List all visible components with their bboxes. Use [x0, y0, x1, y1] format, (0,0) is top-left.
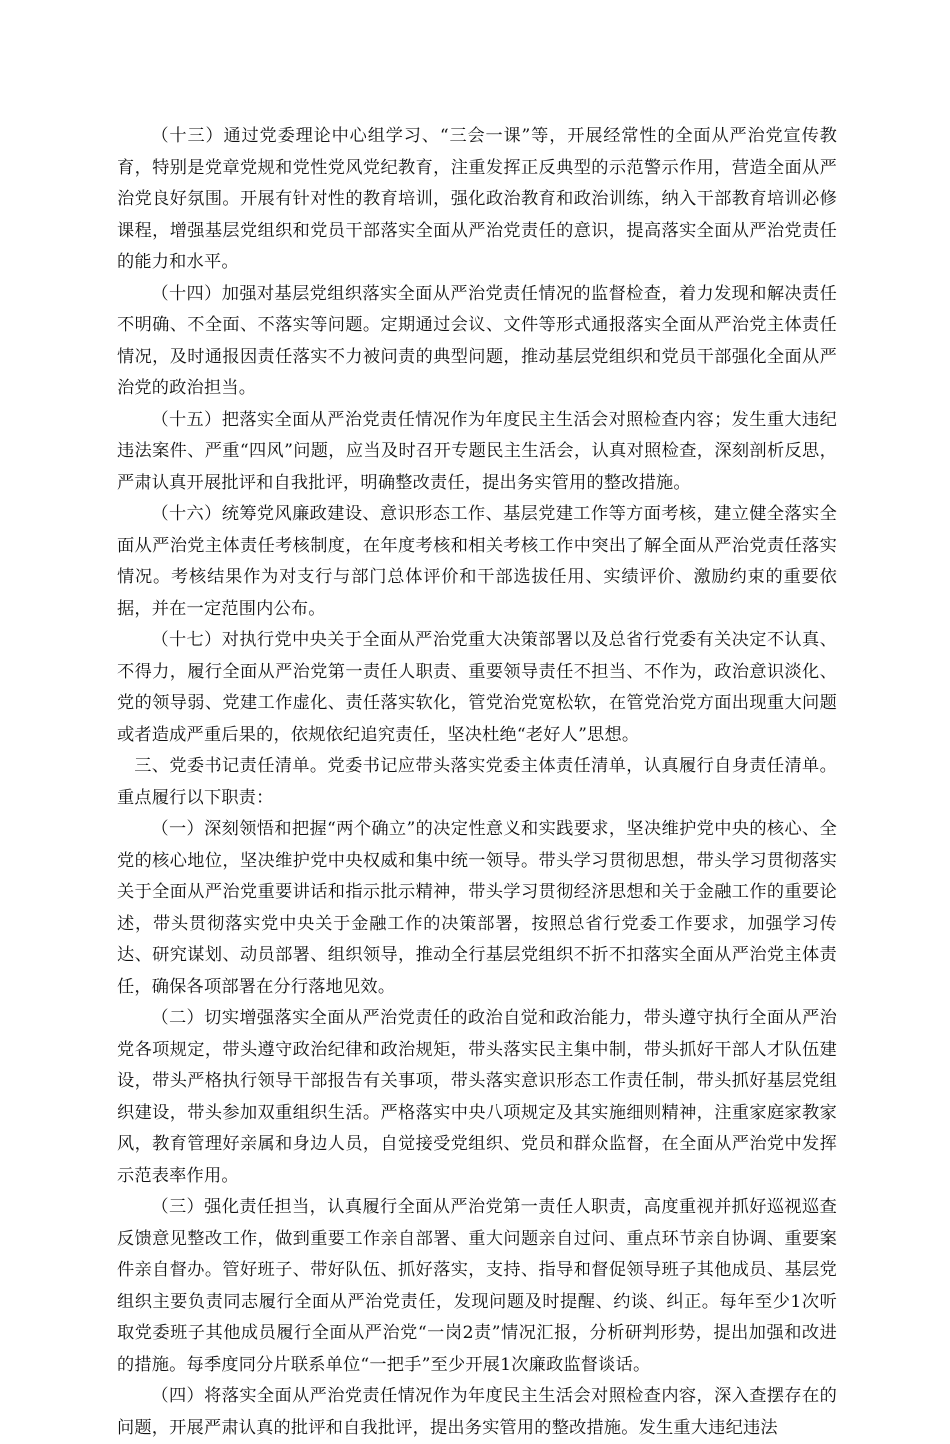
- duty-paragraph-4: （四）将落实全面从严治党责任情况作为年度民主生活会对照检查内容，深入查摆存在的问题，开展严肃认真的批评和自我批评，提出务实管用的整改措施。发生重大违纪违法: [117, 1386, 837, 1438]
- paragraph-16: （十六）统筹党风廉政建设、意识形态工作、基层党建工作等方面考核，建立健全落实全面从严治党主体责任考核制度，在年度考核和相关考核工作中突出了解全面从严治党责任落实情况。考核结果作为对支行与部门总体评价和干部选拔任用、实绩评价、激励约束的重要依据，并在一定范围内公布。: [117, 504, 837, 619]
- paragraph-17: （十七）对执行党中央关于全面从严治党重大决策部署以及总省行党委有关决定不认真、不得力，履行全面从严治党第一责任人职责、重要领导责任不担当、不作为，政治意识淡化、党的领导弱、党建工作虚化、责任落实软化，管党治党宽松软，在管党治党方面出现重大问题或者造成严重后果的，依规依纪追究责任，坚决杜绝“老好人”思想。: [117, 630, 837, 745]
- duty-paragraph-3: （三）强化责任担当，认真履行全面从严治党第一责任人职责，高度重视并抓好巡视巡查反馈意见整改工作，做到重要工作亲自部署、重大问题亲自过问、重点环节亲自协调、重要案件亲自督办。管好班子、带好队伍、抓好落实，支持、指导和督促领导班子其他成员、基层党组织主要负责同志履行全面从严治党责任，发现问题及时提醒、约谈、纠正。每年至少1次听取党委班子其他成员履行全面从严治党“一岗2责”情况汇报，分析研判形势，提出加强和改进的措施。每季度同分片联系单位“一把手”至少开展1次廉政监督谈话。: [117, 1197, 837, 1375]
- section-heading-party-secretary-duties: 三、党委书记责任清单。党委书记应带头落实党委主体责任清单，认真履行自身责任清单。重点履行以下职责：: [117, 756, 837, 808]
- paragraph-13: （十三）通过党委理论中心组学习、“三会一课”等，开展经常性的全面从严治党宣传教育，特别是党章党规和党性党风党纪教育，注重发挥正反典型的示范警示作用，营造全面从严治党良好氛围。开展有针对性的教育培训，强化政治教育和政治训练，纳入干部教育培训必修课程，增强基层党组织和党员干部落实全面从严治党责任的意识，提高落实全面从严治党责任的能力和水平。: [117, 126, 837, 272]
- paragraph-15: （十五）把落实全面从严治党责任情况作为年度民主生活会对照检查内容；发生重大违纪违法案件、严重“四风”问题，应当及时召开专题民主生活会，认真对照检查，深刻剖析反思，严肃认真开展批评和自我批评，明确整改责任，提出务实管用的整改措施。: [117, 409, 837, 493]
- duty-paragraph-2: （二）切实增强落实全面从严治党责任的政治自觉和政治能力，带头遵守执行全面从严治党各项规定，带头遵守政治纪律和政治规矩，带头落实民主集中制，带头抓好干部人才队伍建设，带头严格执行领导干部报告有关事项，带头落实意识形态工作责任制，带头抓好基层党组织建设，带头参加双重组织生活。严格落实中央八项规定及其实施细则精神，注重家庭家教家风，教育管理好亲属和身边人员，自觉接受党组织、党员和群众监督，在全面从严治党中发挥示范表率作用。: [117, 1008, 837, 1186]
- paragraph-14: （十四）加强对基层党组织落实全面从严治党责任情况的监督检查，着力发现和解决责任不明确、不全面、不落实等问题。定期通过会议、文件等形式通报落实全面从严治党主体责任情况，及时通报因责任落实不力被问责的典型问题，推动基层党组织和党员干部强化全面从严治党的政治担当。: [117, 283, 837, 398]
- document-body: [117, 121, 837, 1444]
- duty-paragraph-1: （一）深刻领悟和把握“两个确立”的决定性意义和实践要求，坚决维护党中央的核心、全党的核心地位，坚决维护党中央权威和集中统一领导。带头学习贯彻思想，带头学习贯彻落实关于全面从严治党重要讲话和指示批示精神，带头学习贯彻经济思想和关于金融工作的重要论述，带头贯彻落实党中央关于金融工作的决策部署，按照总省行党委工作要求，加强学习传达、研究谋划、动员部署、组织领导，推动全行基层党组织不折不扣落实全面从严治党主体责任，确保各项部署在分行落地见效。: [117, 819, 837, 997]
